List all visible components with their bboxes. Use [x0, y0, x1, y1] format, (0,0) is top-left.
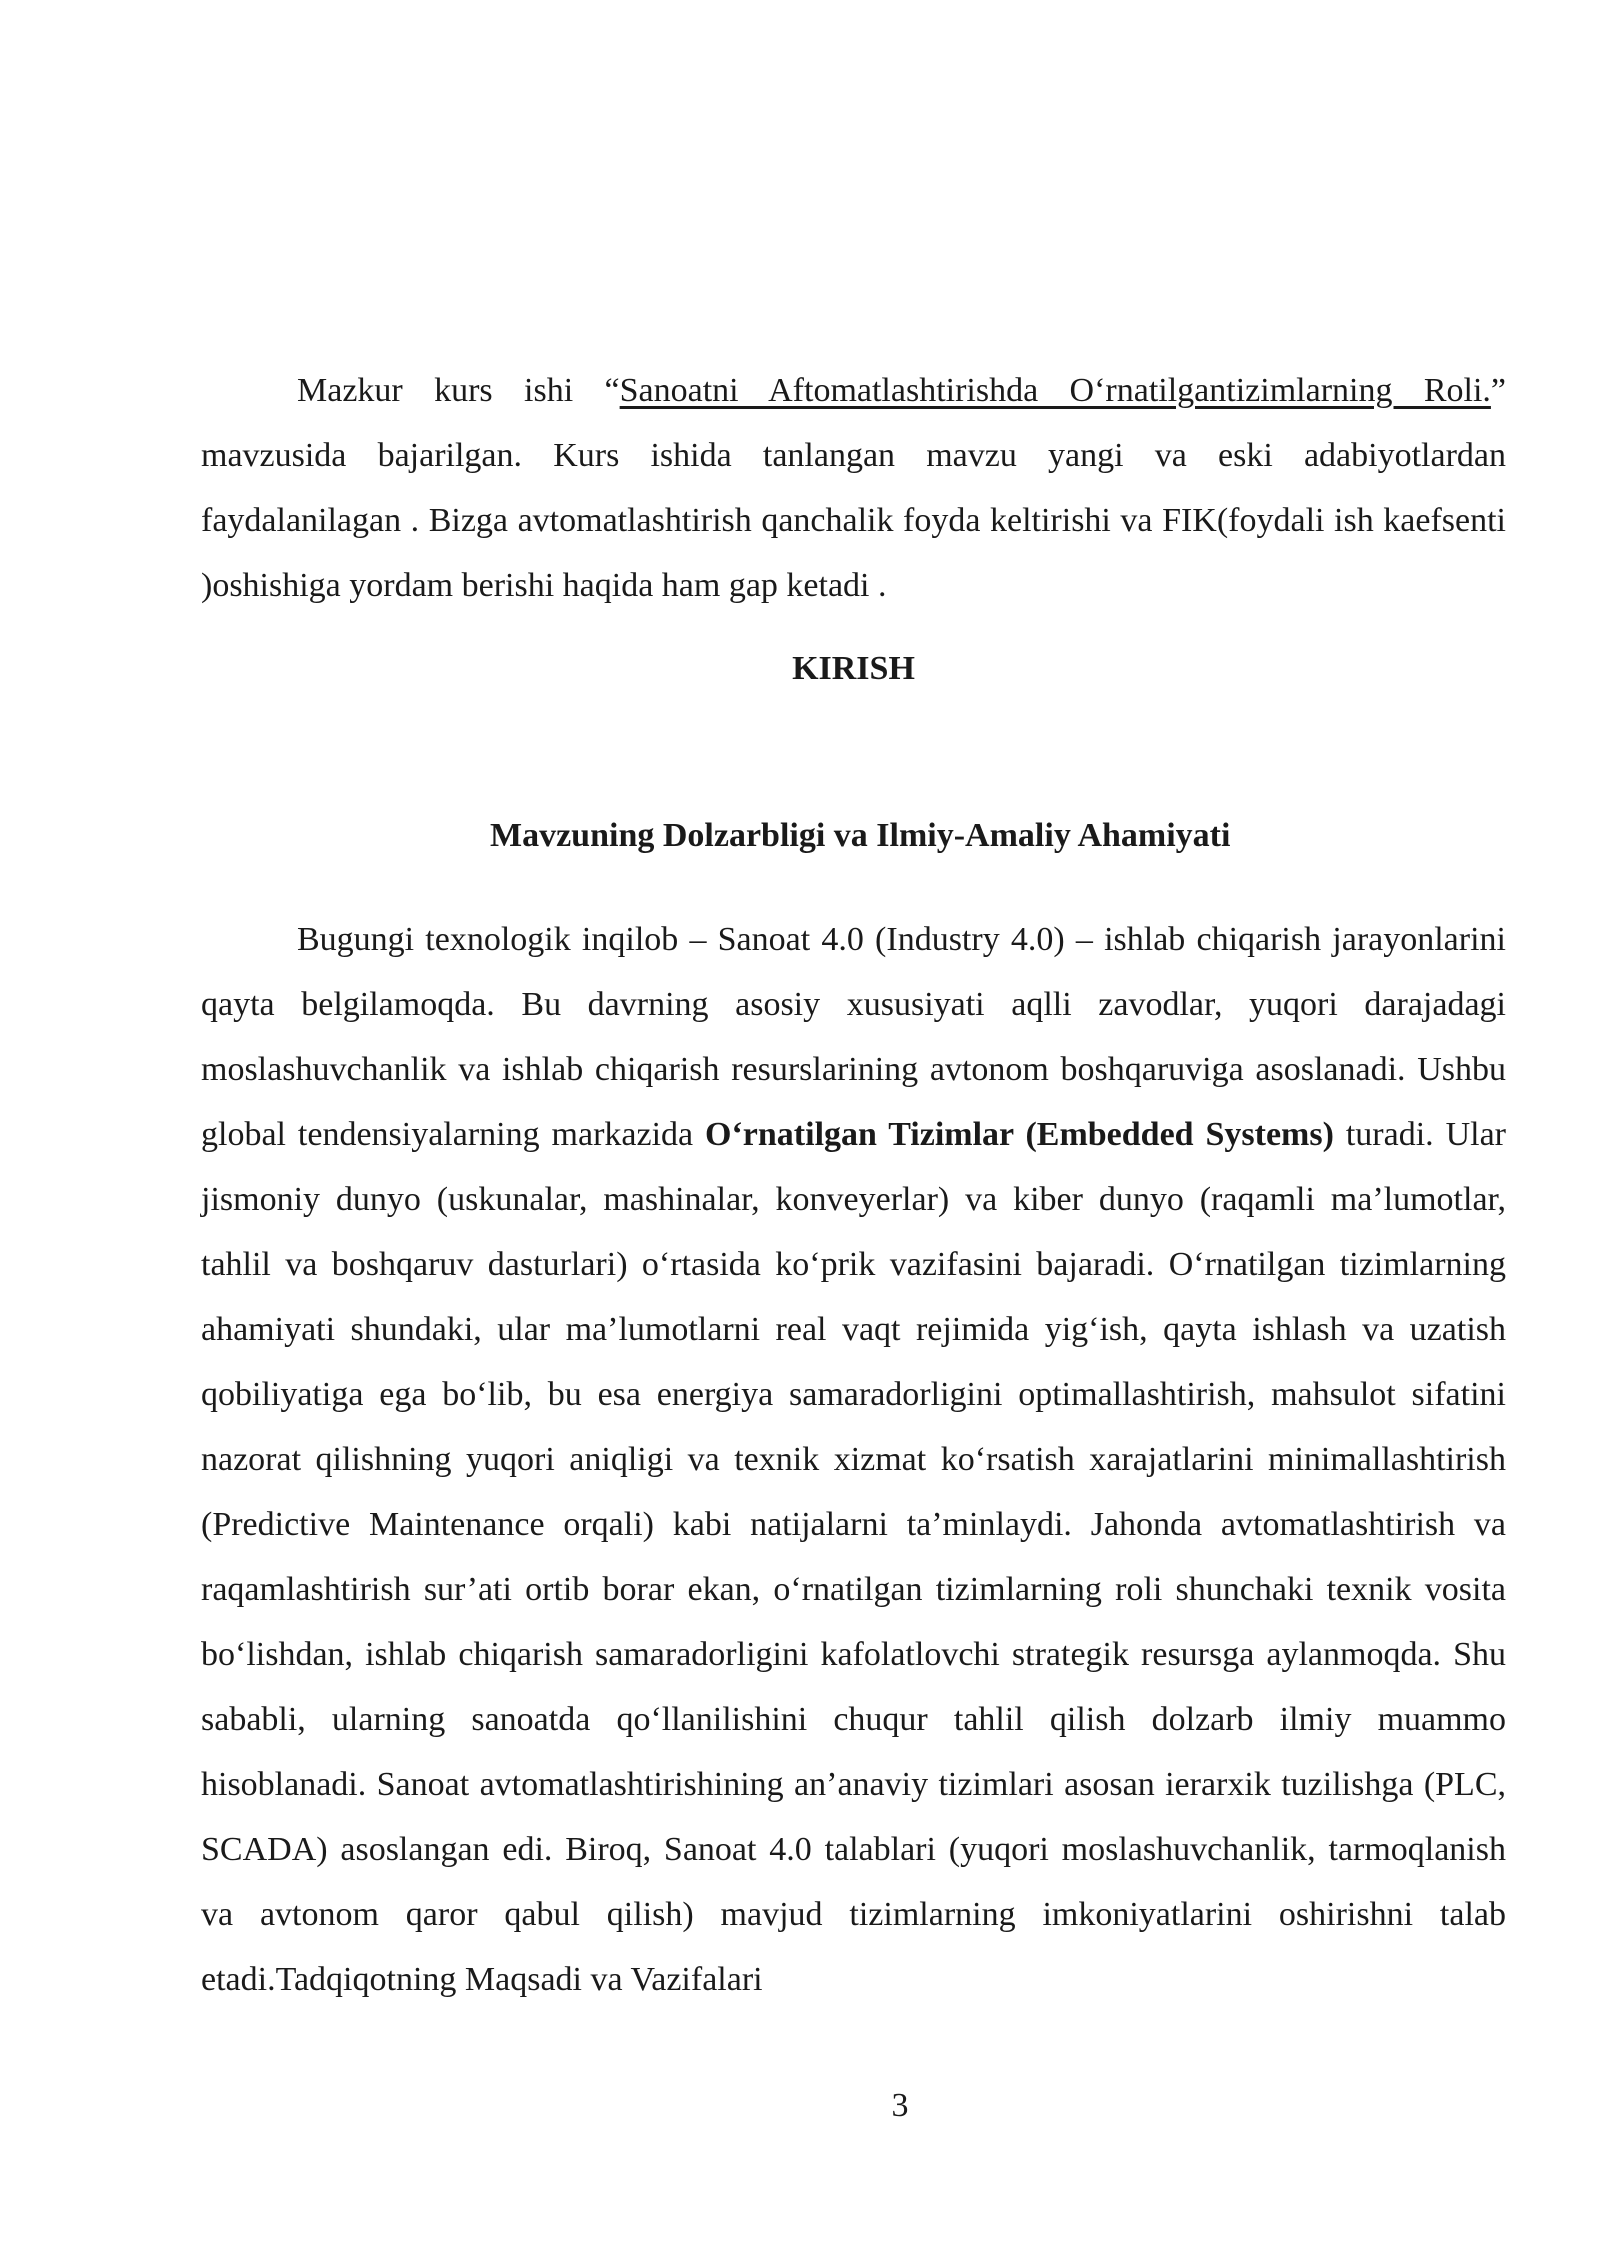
body-paragraph	[201, 907, 1506, 2012]
intro-prefix: Mazkur kurs ishi “	[297, 372, 620, 409]
body-text-part2: turadi. Ular jismoniy dunyo (uskunalar, mashinalar, konveyerlar) va kiber dunyo (raqamli ma’lumotlar, tahlil va boshqaruv dasturlari) o‘rtasida ko‘prik vazifasini bajaradi. O‘rnatilgan tizimlarning ahamiyati shundaki, ular ma’lumotlarni real vaqt rejimida yig‘ish, qayta ishlash va uzatish qobiliyatiga ega bo‘lib, bu esa energiya samaradorligini optimallashtirish, mahsulot sifatini nazorat qilishning yuqori aniqligi va texnik xizmat ko‘rsatish xarajatlarini minimallashtirish (Predictive Maintenance orqali) kabi natijalarni ta’minlaydi. Jahonda avtomatlashtirish va raqamlashtirish sur’ati ortib borar ekan, o‘rnatilgan tizimlarning roli shunchaki texnik vosita bo‘lishdan, ishlab chiqarish samaradorligini kafolatlovchi strategik resursga aylanmoqda. Shu sababli, ularning sanoatda qo‘llanilishini chuqur tahlil qilish dolzarb ilmiy muammo hisoblanadi. Sanoat avtomatlashtirishining an’anaviy tizimlari asosan ierarxik tuzilishga (PLC, SCADA) asoslangan edi. Biroq, Sanoat 4.0 talablari (yuqori moslashuvchanlik, tarmoqlanish va avtonom qaror qabul qilish) mavjud tizimlarning imkoniyatlarini oshirishni talab etadi.Tadqiqotning Maqsadi va Vazifalari	[201, 1116, 1506, 1998]
kirish-heading: KIRISH	[792, 650, 915, 687]
intro-paragraph	[201, 358, 1506, 618]
embedded-systems-term: O‘rnatilgan Tizimlar (Embedded Systems)	[705, 1116, 1334, 1153]
body-paragraph-block	[201, 907, 1506, 2012]
intro-paragraph-block	[201, 358, 1506, 618]
intro-suffix: ” mavzusida bajarilgan. Kurs ishida tanlangan mavzu yangi va eski adabiyotlardan faydalanilagan . Bizga avtomatlashtirish qanchalik foyda keltirishi va FIK(foydali ish kaefsenti )oshishiga yordam berishi haqida ham gap ketadi .	[201, 372, 1506, 604]
section-heading: Mavzuning Dolzarbligi va Ilmiy-Amaliy Ahamiyati	[490, 817, 1231, 854]
course-topic-title: Sanoatni Aftomatlashtirishda O‘rnatilgantizimlarning Roli.	[619, 372, 1491, 409]
body-text-part1: Bugungi texnologik inqilob – Sanoat 4.0 (Industry 4.0) – ishlab chiqarish jarayonlarini qayta belgilamoqda. Bu davrning asosiy xususiyati aqlli zavodlar, yuqori darajadagi moslashuvchanlik va ishlab chiqarish resurslarining avtonom boshqaruviga asoslanadi. Ushbu global tendensiyalarning markazida	[201, 921, 1506, 1153]
page-number: 3	[891, 2087, 909, 2124]
